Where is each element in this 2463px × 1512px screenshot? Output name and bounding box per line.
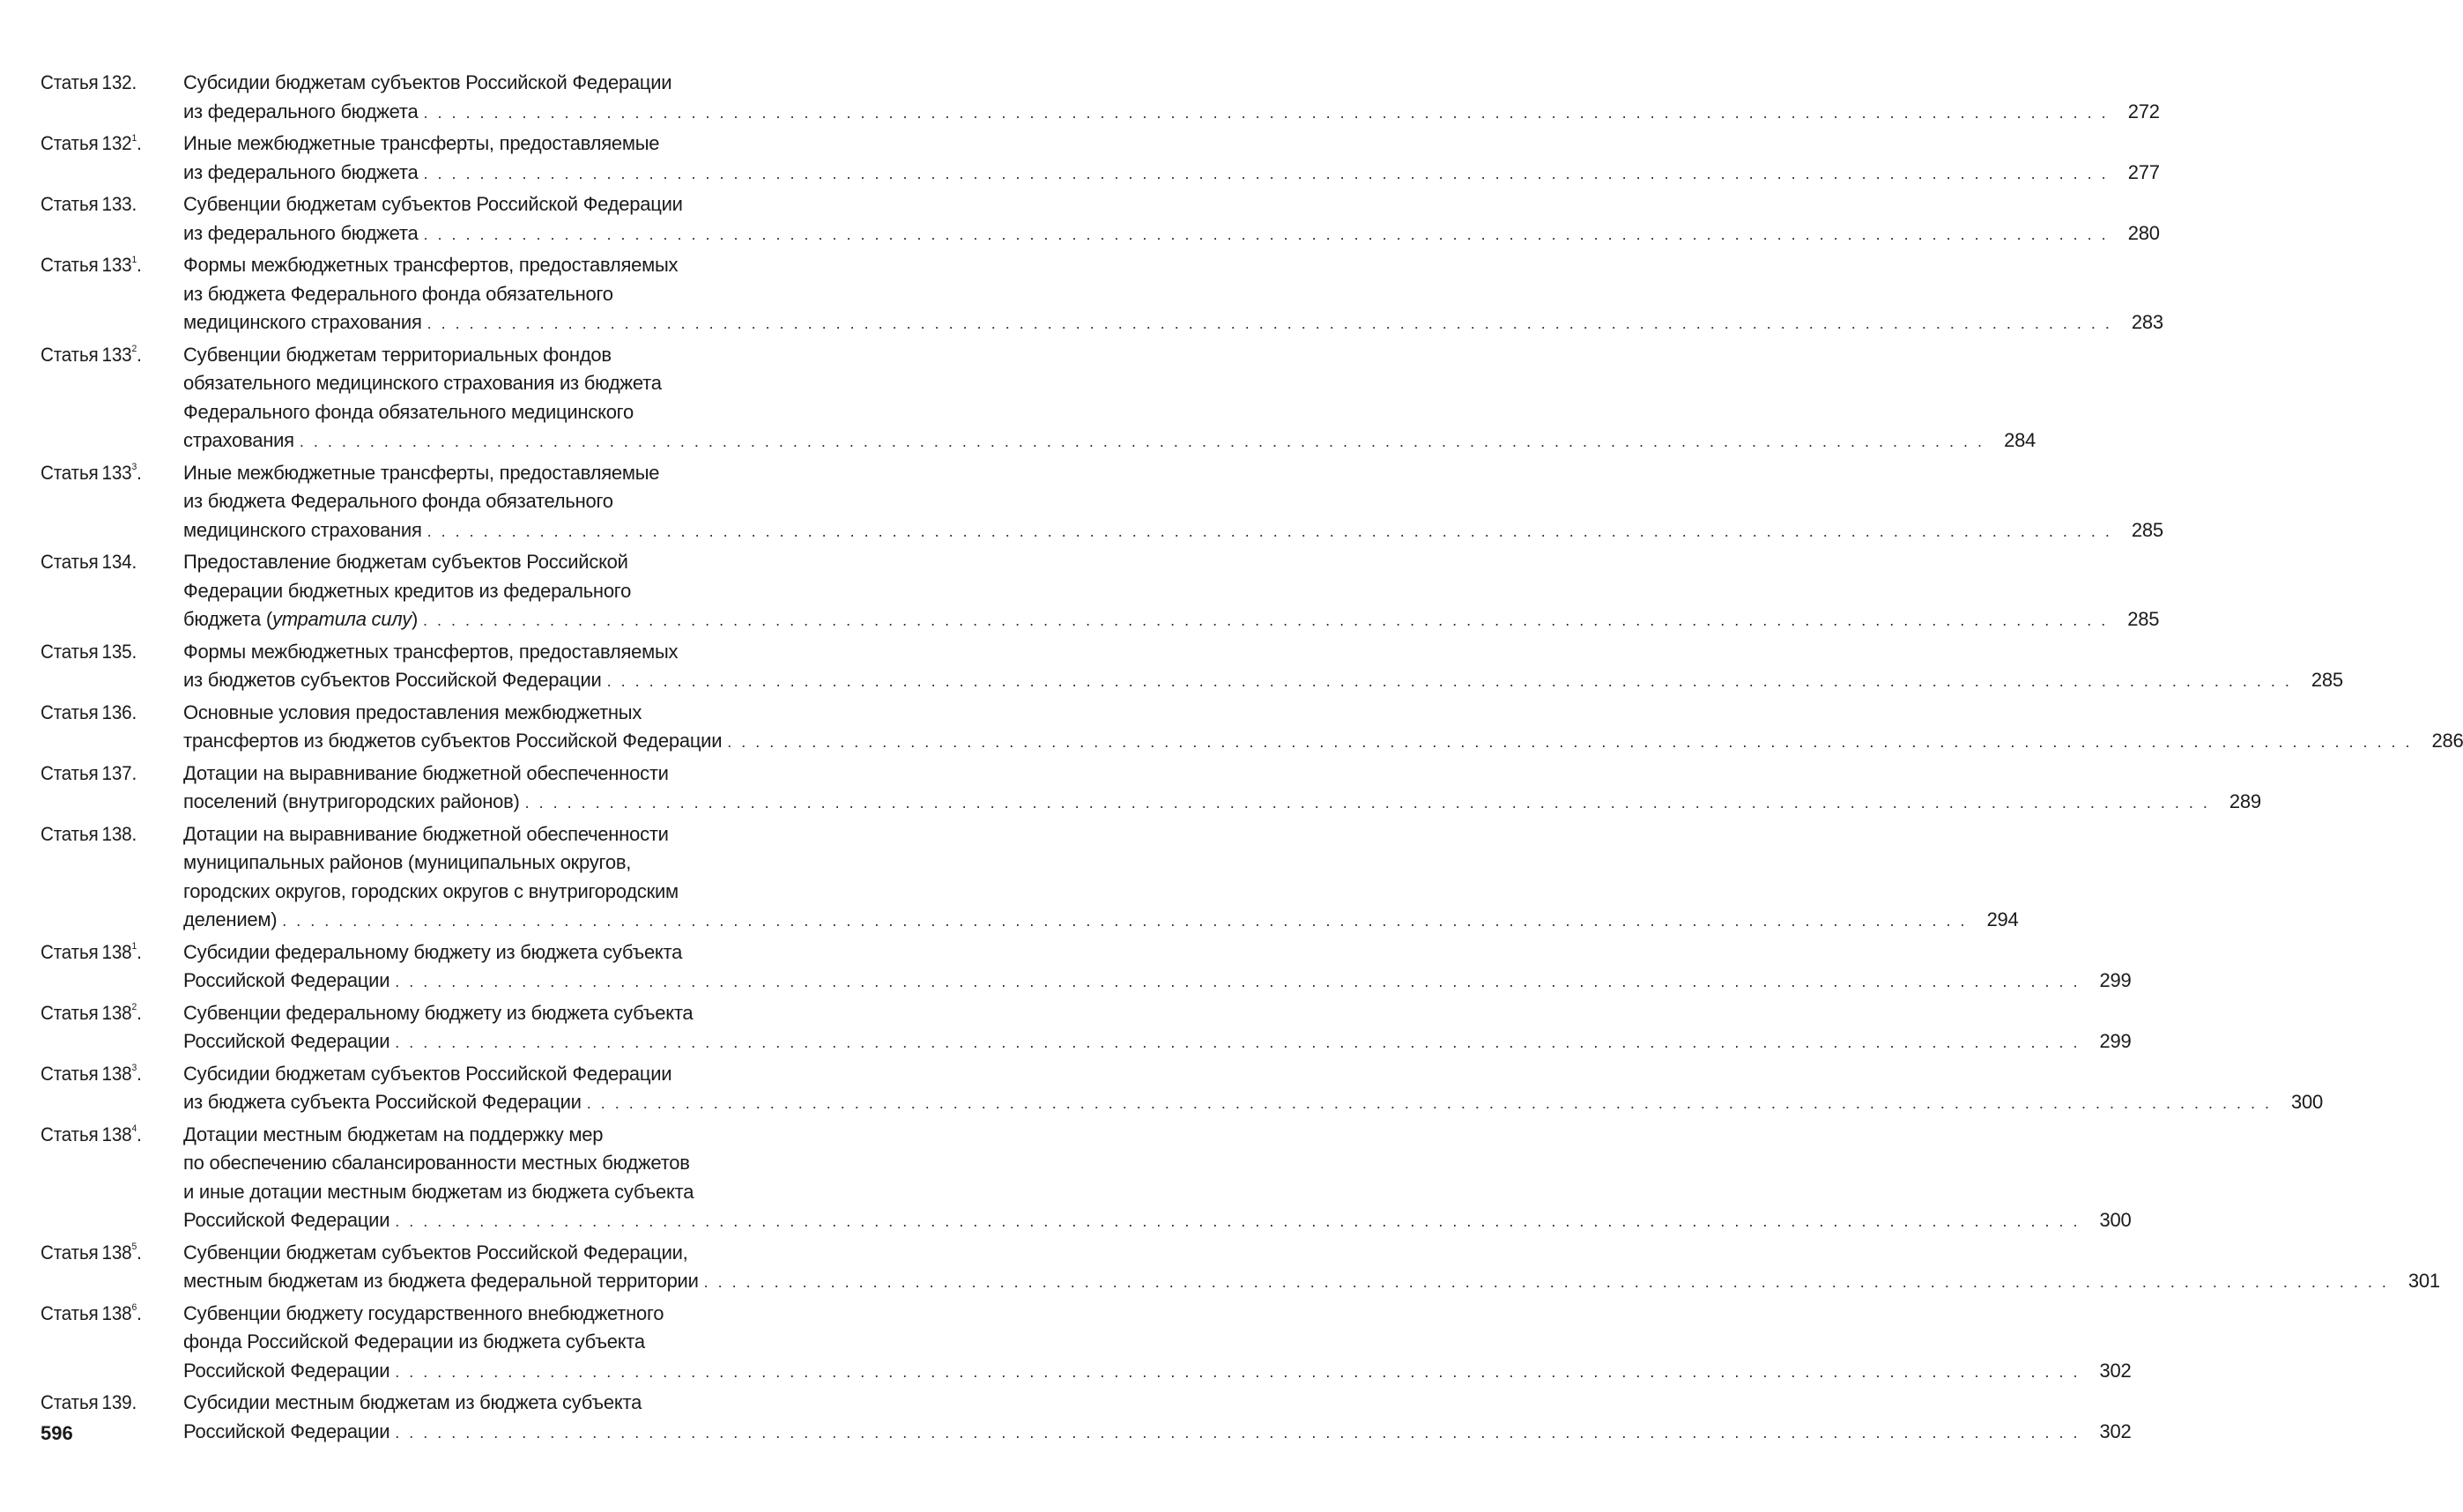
dot-leader: . . . . . . . . . . . . . . . . . . . . . . . . . . . . . . . . . . . . . . . . . . . . . . . . . . . . . . . . . . . . . . . . . . . . . . . . . . . . . . . . . . . . . . . . . . . . . . . . . . . . . . . . . . . . . . . . . . . . . . . . xyxy=(395,1362,2081,1381)
article-label xyxy=(41,548,174,577)
article-word: Статья xyxy=(41,71,99,93)
dot-leader: . . . . . . . . . . . . . . . . . . . . . . . . . . . . . . . . . . . . . . . . . . . . . . . . . . . . . . . . . . . . . . . . . . . . . . . . . . . . . . . . . . . . . . . . . . . . . . . . . . . . . . . . . . . . . . . . . . . . . . . . xyxy=(703,1273,2389,1291)
toc-page-number: 301 xyxy=(2407,1270,2440,1292)
article-number: $133^2$. xyxy=(101,343,142,366)
title-last-line xyxy=(183,788,2261,818)
dot-leader: . . . . . . . . . . . . . . . . . . . . . . . . . . . . . . . . . . . . . . . . . . . . . . . . . . . . . . . . . . . . . . . . . . . . . . . . . . . . . . . . . . . . . . . . . . . . . . . . . . . . . . . . . . . . . . . . . . . . . . . . xyxy=(395,1423,2081,1442)
toc-entry xyxy=(41,1121,2132,1236)
title-last-line xyxy=(183,666,2343,696)
title-line: Субвенции бюджету государственного внебюджетного xyxy=(183,1301,664,1324)
article-title xyxy=(183,548,2159,635)
title-line: Субсидии бюджетам субъектов Российской Федерации xyxy=(183,1062,672,1085)
article-title xyxy=(183,1239,2440,1297)
article-title xyxy=(183,820,2019,936)
article-number: $138^2$. xyxy=(101,1001,142,1024)
article-word: Статья xyxy=(41,551,99,573)
article-number xyxy=(102,548,137,577)
article-label xyxy=(41,251,174,280)
title-line: Субвенции федеральному бюджету из бюджета субъекта xyxy=(183,1001,694,1024)
toc-entry xyxy=(41,760,2261,818)
article-number-superscript: 1 xyxy=(131,132,137,144)
title-last-text: делением) xyxy=(183,908,278,930)
article-title xyxy=(183,1300,2131,1387)
article-label xyxy=(41,130,174,159)
article-label xyxy=(41,1239,174,1268)
article-number-text: 133 xyxy=(101,254,132,276)
title-line: Федерального фонда обязательного медицинского xyxy=(183,400,634,423)
dot-leader: . . . . . . . . . . . . . . . . . . . . . . . . . . . . . . . . . . . . . . . . . . . . . . . . . . . . . . . . . . . . . . . . . . . . . . . . . . . . . . . . . . . . . . . . . . . . . . . . . . . . . . . . . . . . . . . . . . . . . . . . xyxy=(427,522,2112,540)
article-number: $138^5$. xyxy=(101,1241,142,1264)
table-of-contents xyxy=(41,69,2463,1449)
article-number xyxy=(102,1389,137,1418)
article-word: Статья xyxy=(41,940,99,963)
article-number-text: 134. xyxy=(101,551,137,573)
dot-leader: . . . . . . . . . . . . . . . . . . . . . . . . . . . . . . . . . . . . . . . . . . . . . . . . . . . . . . . . . . . . . . . . . . . . . . . . . . . . . . . . . . . . . . . . . . . . . . . . . . . . . . . . . . . . . . . . . . . . . . . . xyxy=(395,1212,2081,1230)
article-number-text: 138 xyxy=(101,1123,132,1145)
toc-entry xyxy=(41,130,2160,188)
article-number-text: 132. xyxy=(101,71,137,93)
title-last-text: Российской Федерации xyxy=(183,1209,390,1231)
toc-page-number: 286 xyxy=(2431,730,2463,752)
title-last-text: поселений (внутригородских районов) xyxy=(183,790,520,812)
title-last-line xyxy=(183,1206,2131,1236)
title-italic-note: утратила силу xyxy=(271,608,412,630)
article-label xyxy=(41,938,174,967)
article-number-superscript: 4 xyxy=(131,1123,137,1135)
article-label xyxy=(41,459,174,488)
title-tail: ) xyxy=(411,608,419,630)
toc-page-number: 285 xyxy=(2131,518,2163,541)
title-last-text: медицинского страхования xyxy=(183,311,422,333)
title-line: городских округов, городских округов с внутригородским xyxy=(183,879,679,902)
article-label xyxy=(41,820,174,849)
title-line: Предоставление бюджетам субъектов Российской xyxy=(183,551,628,573)
title-line: из бюджета Федерального фонда обязательного xyxy=(183,490,613,512)
article-label xyxy=(41,69,174,98)
article-word: Статья xyxy=(41,640,99,663)
toc-entry xyxy=(41,341,2036,456)
article-title xyxy=(183,938,2131,997)
toc-page-number: 300 xyxy=(2291,1091,2323,1113)
article-number: $133^3$. xyxy=(101,461,142,484)
article-label xyxy=(41,190,174,219)
toc-page-number: 299 xyxy=(2099,1030,2132,1052)
article-title xyxy=(183,69,2160,127)
article-word: Статья xyxy=(41,1123,99,1145)
article-number: $138^6$. xyxy=(101,1301,142,1324)
title-line: Дотации на выравнивание бюджетной обеспеченности xyxy=(183,822,669,845)
title-line: по обеспечению сбалансированности местных бюджетов xyxy=(183,1152,690,1174)
title-last-text: местным бюджетам из бюджета федеральной территории xyxy=(183,1270,699,1292)
article-word: Статья xyxy=(41,761,99,784)
toc-entry xyxy=(41,1389,2132,1447)
toc-page-number: 284 xyxy=(2004,429,2036,451)
title-line: и иные дотации местным бюджетам из бюджета субъекта xyxy=(183,1180,694,1203)
article-title xyxy=(183,1060,2323,1118)
title-last-text: из бюджета субъекта Российской Федерации xyxy=(183,1091,582,1113)
article-title xyxy=(183,760,2261,818)
article-number-superscript: 1 xyxy=(131,254,137,265)
article-word: Статья xyxy=(41,1241,99,1264)
title-last-line xyxy=(183,605,2159,635)
title-line: Субсидии бюджетам субъектов Российской Федерации xyxy=(183,71,672,93)
article-number xyxy=(102,699,137,728)
dot-leader: . . . . . . . . . . . . . . . . . . . . . . . . . . . . . . . . . . . . . . . . . . . . . . . . . . . . . . . . . . . . . . . . . . . . . . . . . . . . . . . . . . . . . . . . . . . . . . . . . . . . . . . . . . . . . . . . . . . . . . . . xyxy=(395,1034,2081,1051)
article-label xyxy=(41,341,174,370)
article-word: Статья xyxy=(41,193,99,215)
toc-entry xyxy=(41,938,2132,997)
article-number xyxy=(102,190,137,219)
title-line: Субсидии федеральному бюджету из бюджета субъекта xyxy=(183,940,683,963)
toc-page-number: 280 xyxy=(2127,221,2160,244)
article-title xyxy=(183,1389,2131,1447)
article-label xyxy=(41,1300,174,1329)
article-number: $132^1$. xyxy=(101,132,142,154)
article-number-text: 133. xyxy=(101,193,137,215)
article-word: Статья xyxy=(41,1391,99,1413)
toc-entry xyxy=(41,69,2160,127)
title-last-line xyxy=(183,906,2019,936)
article-number-superscript: 3 xyxy=(131,462,137,473)
title-last-line xyxy=(183,1027,2131,1057)
toc-page-number: 277 xyxy=(2127,160,2160,183)
toc-entry xyxy=(41,820,2019,936)
toc-entry xyxy=(41,190,2160,248)
title-last-line xyxy=(183,1418,2131,1448)
article-label xyxy=(41,1060,174,1089)
dot-leader: . . . . . . . . . . . . . . . . . . . . . . . . . . . . . . . . . . . . . . . . . . . . . . . . . . . . . . . . . . . . . . . . . . . . . . . . . . . . . . . . . . . . . . . . . . . . . . . . . . . . . . . . . . . . . . . . . . . . . . . . xyxy=(427,315,2112,332)
article-label xyxy=(41,699,174,728)
article-number-superscript: 5 xyxy=(131,1241,137,1253)
title-line: Федерации бюджетных кредитов из федерального xyxy=(183,579,632,602)
title-line: Иные межбюджетные трансферты, предоставляемые xyxy=(183,132,660,154)
toc-page-number: 285 xyxy=(2127,608,2160,630)
article-title xyxy=(183,699,2463,757)
title-line: Основные условия предоставления межбюджетных xyxy=(183,700,642,723)
title-last-line xyxy=(183,308,2163,338)
title-line: Формы межбюджетных трансфертов, предоставляемых xyxy=(183,254,679,276)
toc-entry xyxy=(41,1300,2132,1387)
title-line: фонда Российской Федерации из бюджета субъекта xyxy=(183,1330,645,1353)
article-number-text: 138 xyxy=(101,1301,132,1324)
article-number xyxy=(102,69,137,98)
dot-leader: . . . . . . . . . . . . . . . . . . . . . . . . . . . . . . . . . . . . . . . . . . . . . . . . . . . . . . . . . . . . . . . . . . . . . . . . . . . . . . . . . . . . . . . . . . . . . . . . . . . . . . . . . . . . . . . . . . . . . . . . xyxy=(586,1094,2272,1112)
dot-leader: . . . . . . . . . . . . . . . . . . . . . . . . . . . . . . . . . . . . . . . . . . . . . . . . . . . . . . . . . . . . . . . . . . . . . . . . . . . . . . . . . . . . . . . . . . . . . . . . . . . . . . . . . . . . . . . . . . . . . . . . xyxy=(727,733,2413,751)
toc-page-number: 302 xyxy=(2099,1359,2132,1382)
title-last-line xyxy=(183,1357,2131,1387)
article-title xyxy=(183,190,2160,248)
toc-entry xyxy=(41,459,2163,546)
article-label xyxy=(41,760,174,789)
article-number-text: 133 xyxy=(101,343,132,366)
article-number-text: 139. xyxy=(101,1391,137,1413)
title-last-text: бюджета ( xyxy=(183,608,272,630)
toc-entry xyxy=(41,699,2463,757)
article-word: Статья xyxy=(41,461,99,484)
title-last-text: Российской Федерации xyxy=(183,1419,390,1442)
dot-leader: . . . . . . . . . . . . . . . . . . . . . . . . . . . . . . . . . . . . . . . . . . . . . . . . . . . . . . . . . . . . . . . . . . . . . . . . . . . . . . . . . . . . . . . . . . . . . . . . . . . . . . . . . . . . . . . . . . . . . . . . xyxy=(423,611,2109,629)
toc-entry xyxy=(41,548,2160,635)
title-last-text: трансфертов из бюджетов субъектов Российской Федерации xyxy=(183,730,723,752)
dot-leader: . . . . . . . . . . . . . . . . . . . . . . . . . . . . . . . . . . . . . . . . . . . . . . . . . . . . . . . . . . . . . . . . . . . . . . . . . . . . . . . . . . . . . . . . . . . . . . . . . . . . . . . . . . . . . . . . . . . . . . . . xyxy=(282,912,1968,930)
article-word: Статья xyxy=(41,700,99,723)
article-number: $138^3$. xyxy=(101,1062,142,1085)
article-word: Статья xyxy=(41,254,99,276)
title-line: из бюджета Федерального фонда обязательного xyxy=(183,282,613,305)
article-label xyxy=(41,999,174,1028)
article-label xyxy=(41,1121,174,1150)
article-number-text: 138 xyxy=(101,1001,132,1024)
article-number-text: 135. xyxy=(101,640,137,663)
article-number-text: 137. xyxy=(101,761,137,784)
toc-page-number: 289 xyxy=(2229,790,2261,812)
dot-leader: . . . . . . . . . . . . . . . . . . . . . . . . . . . . . . . . . . . . . . . . . . . . . . . . . . . . . . . . . . . . . . . . . . . . . . . . . . . . . . . . . . . . . . . . . . . . . . . . . . . . . . . . . . . . . . . . . . . . . . . . xyxy=(423,164,2109,182)
title-last-text: Российской Федерации xyxy=(183,1359,390,1382)
article-number xyxy=(102,820,137,849)
title-last-line xyxy=(183,1088,2323,1118)
title-line: Формы межбюджетных трансфертов, предоставляемых xyxy=(183,640,679,663)
title-last-line xyxy=(183,967,2131,997)
dot-leader: . . . . . . . . . . . . . . . . . . . . . . . . . . . . . . . . . . . . . . . . . . . . . . . . . . . . . . . . . . . . . . . . . . . . . . . . . . . . . . . . . . . . . . . . . . . . . . . . . . . . . . . . . . . . . . . . . . . . . . . . xyxy=(606,672,2292,690)
article-number: $138^1$. xyxy=(101,940,142,963)
title-last-text: из федерального бюджета xyxy=(183,221,419,244)
article-title xyxy=(183,130,2160,188)
article-number: $133^1$. xyxy=(101,254,142,276)
article-number-superscript: 2 xyxy=(131,344,137,355)
title-line: обязательного медицинского страхования из бюджета xyxy=(183,372,662,394)
article-word: Статья xyxy=(41,1001,99,1024)
article-number-superscript: 6 xyxy=(131,1302,137,1314)
article-number-text: 132 xyxy=(101,132,132,154)
title-last-line xyxy=(183,1267,2440,1297)
title-last-text: Российской Федерации xyxy=(183,969,390,991)
title-line: Субвенции бюджетам территориальных фондов xyxy=(183,343,612,366)
article-number xyxy=(102,638,137,667)
title-last-text: медицинского страхования xyxy=(183,518,422,541)
title-line: муниципальных районов (муниципальных округов, xyxy=(183,851,632,873)
article-word: Статья xyxy=(41,1301,99,1324)
article-word: Статья xyxy=(41,1062,99,1085)
article-number-text: 138 xyxy=(101,1062,132,1085)
toc-entry xyxy=(41,1239,2440,1297)
title-line: Иные межбюджетные трансферты, предоставляемые xyxy=(183,461,660,484)
toc-entry xyxy=(41,999,2132,1057)
article-number-text: 138 xyxy=(101,940,132,963)
title-last-line xyxy=(183,426,2036,456)
title-last-line xyxy=(183,516,2163,546)
article-title xyxy=(183,251,2163,338)
toc-page-number: 294 xyxy=(1986,908,2019,930)
title-last-text: страхования xyxy=(183,429,294,451)
article-number-superscript: 1 xyxy=(131,941,137,952)
article-number-text: 138 xyxy=(101,1241,132,1264)
article-number-superscript: 3 xyxy=(131,1063,137,1074)
title-last-text: из федерального бюджета xyxy=(183,100,419,122)
title-last-text: из федерального бюджета xyxy=(183,160,419,183)
article-word: Статья xyxy=(41,822,99,845)
title-last-line xyxy=(183,159,2160,189)
toc-page-number: 302 xyxy=(2099,1419,2132,1442)
dot-leader: . . . . . . . . . . . . . . . . . . . . . . . . . . . . . . . . . . . . . . . . . . . . . . . . . . . . . . . . . . . . . . . . . . . . . . . . . . . . . . . . . . . . . . . . . . . . . . . . . . . . . . . . . . . . . . . . . . . . . . . . xyxy=(524,794,2210,812)
toc-page-number: 283 xyxy=(2131,311,2163,333)
article-number-text: 138. xyxy=(101,822,137,845)
toc-page-number: 285 xyxy=(2311,669,2343,691)
toc-entry xyxy=(41,638,2343,696)
toc-entry xyxy=(41,1060,2323,1118)
article-title xyxy=(183,999,2131,1057)
article-label xyxy=(41,1389,174,1418)
title-line: Дотации на выравнивание бюджетной обеспеченности xyxy=(183,761,669,784)
toc-entry xyxy=(41,251,2163,338)
article-word: Статья xyxy=(41,132,99,154)
dot-leader: . . . . . . . . . . . . . . . . . . . . . . . . . . . . . . . . . . . . . . . . . . . . . . . . . . . . . . . . . . . . . . . . . . . . . . . . . . . . . . . . . . . . . . . . . . . . . . . . . . . . . . . . . . . . . . . . . . . . . . . . xyxy=(299,433,1985,450)
dot-leader: . . . . . . . . . . . . . . . . . . . . . . . . . . . . . . . . . . . . . . . . . . . . . . . . . . . . . . . . . . . . . . . . . . . . . . . . . . . . . . . . . . . . . . . . . . . . . . . . . . . . . . . . . . . . . . . . . . . . . . . . xyxy=(423,103,2109,122)
title-line: Дотации местным бюджетам на поддержку мер xyxy=(183,1123,604,1145)
toc-page-number: 300 xyxy=(2099,1209,2132,1231)
article-number-superscript: 2 xyxy=(131,1002,137,1013)
article-title xyxy=(183,1121,2131,1236)
article-number-text: 136. xyxy=(101,700,137,723)
title-line: Субсидии местным бюджетам из бюджета субъекта xyxy=(183,1391,642,1413)
dot-leader: . . . . . . . . . . . . . . . . . . . . . . . . . . . . . . . . . . . . . . . . . . . . . . . . . . . . . . . . . . . . . . . . . . . . . . . . . . . . . . . . . . . . . . . . . . . . . . . . . . . . . . . . . . . . . . . . . . . . . . . . xyxy=(423,225,2109,243)
dot-leader: . . . . . . . . . . . . . . . . . . . . . . . . . . . . . . . . . . . . . . . . . . . . . . . . . . . . . . . . . . . . . . . . . . . . . . . . . . . . . . . . . . . . . . . . . . . . . . . . . . . . . . . . . . . . . . . . . . . . . . . . xyxy=(395,973,2081,990)
article-title xyxy=(183,459,2163,546)
article-title xyxy=(183,341,2036,456)
article-number xyxy=(102,760,137,789)
article-number-text: 133 xyxy=(101,461,132,484)
title-last-line xyxy=(183,98,2160,128)
title-last-text: Российской Федерации xyxy=(183,1030,390,1052)
article-label xyxy=(41,638,174,667)
title-last-line xyxy=(183,219,2160,249)
title-line: Субвенции бюджетам субъектов Российской Федерации, xyxy=(183,1241,688,1264)
article-word: Статья xyxy=(41,343,99,366)
article-number: $138^4$. xyxy=(101,1123,142,1145)
toc-page-number: 299 xyxy=(2099,969,2132,991)
page-number: 596 xyxy=(41,1422,73,1444)
title-last-text: из бюджетов субъектов Российской Федерации xyxy=(183,669,602,691)
title-last-line xyxy=(183,727,2463,757)
toc-page-number: 272 xyxy=(2127,100,2160,122)
article-title xyxy=(183,638,2343,696)
title-line: Субвенции бюджетам субъектов Российской Федерации xyxy=(183,193,683,215)
